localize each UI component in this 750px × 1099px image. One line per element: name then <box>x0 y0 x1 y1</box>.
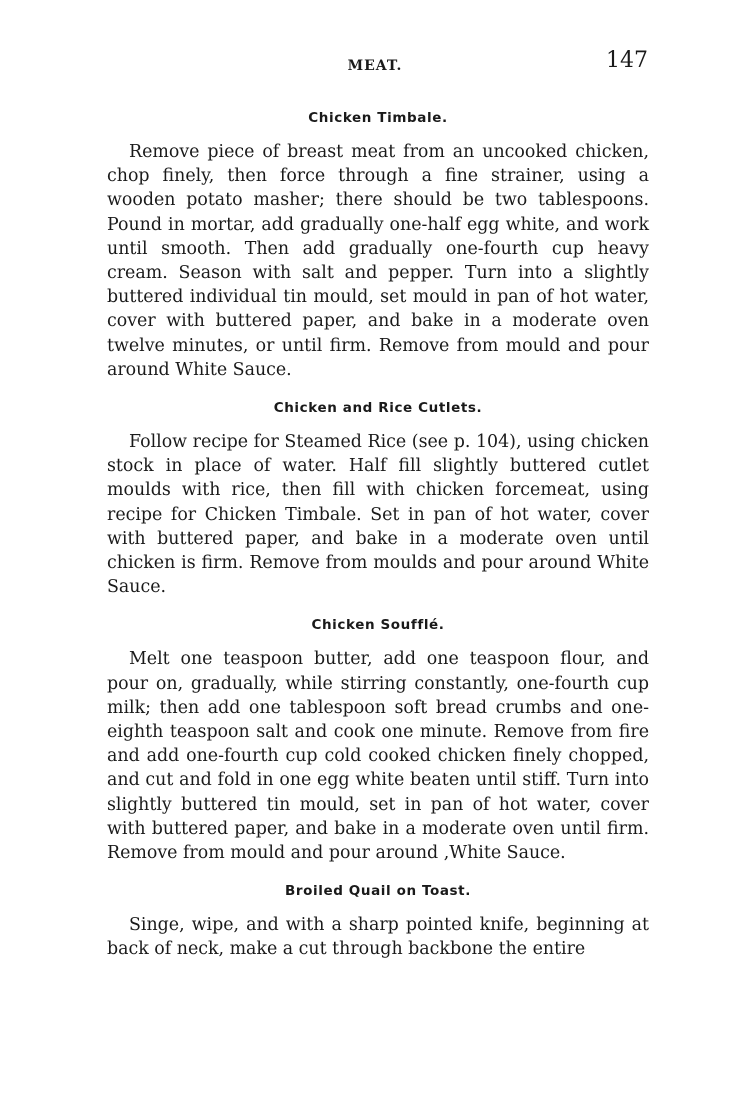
recipe-title: Chicken Timbale. <box>308 110 448 126</box>
running-head <box>0 48 750 82</box>
section-title: MEAT. <box>347 58 403 74</box>
recipe-chicken-souffle <box>107 615 649 865</box>
recipe-text: Melt one teaspoon butter, add one teaspoon flour, and pour on, gradually, while stirring constantly, one-fourth cup milk; then add one tablespoon soft bread crumbs and one-eighth teaspoon salt and cook one minute. Remove from fire and add one-fourth cup cold cooked chicken finely chopped, and cut and fold in one egg white beaten until stiff. Turn into slightly buttered tin mould, set in pan of hot water, cover with buttered paper, and bake in a moderate oven until firm. Remove from mould and pour around ,White Sauce. <box>107 649 649 864</box>
page-content <box>107 108 649 978</box>
recipe-title: Broiled Quail on Toast. <box>285 883 471 900</box>
recipe-chicken-timbale <box>107 108 649 382</box>
recipe-text: Singe, wipe, and with a sharp pointed knife, beginning at back of neck, make a cut through backbone the entire <box>107 915 649 960</box>
recipe-title: Chicken Soufflé. <box>311 617 445 634</box>
recipe-text: Follow recipe for Steamed Rice (see p. 104), using chicken stock in place of water. Half fill slightly buttered cutlet moulds with rice, then fill with chicken forcemeat, using recipe for Chicken Timbale. Set in pan of hot water, cover with buttered paper, and bake in a moderate oven until chicken is firm. Remove from moulds and pour around White Sauce. <box>107 432 649 598</box>
recipe-chicken-rice-cutlets <box>107 398 649 599</box>
recipe-title: Chicken and Rice Cutlets. <box>273 400 483 417</box>
recipe-broiled-quail <box>107 881 649 961</box>
recipe-text: Remove piece of breast meat from an uncooked chicken, chop finely, then force through a fine strainer, using a wooden potato masher; there should be two tablespoons. Pound in mortar, add gradually one-half egg white, and work until smooth. Then add gradually one-fourth cup heavy cream. Season with salt and pepper. Turn into a slightly buttered individual tin mould, set mould in pan of hot water, cover with buttered paper, and bake in a moderate oven twelve minutes, or until firm. Remove from mould and pour around White Sauce. <box>107 142 649 380</box>
page-number: 147 <box>606 48 648 73</box>
